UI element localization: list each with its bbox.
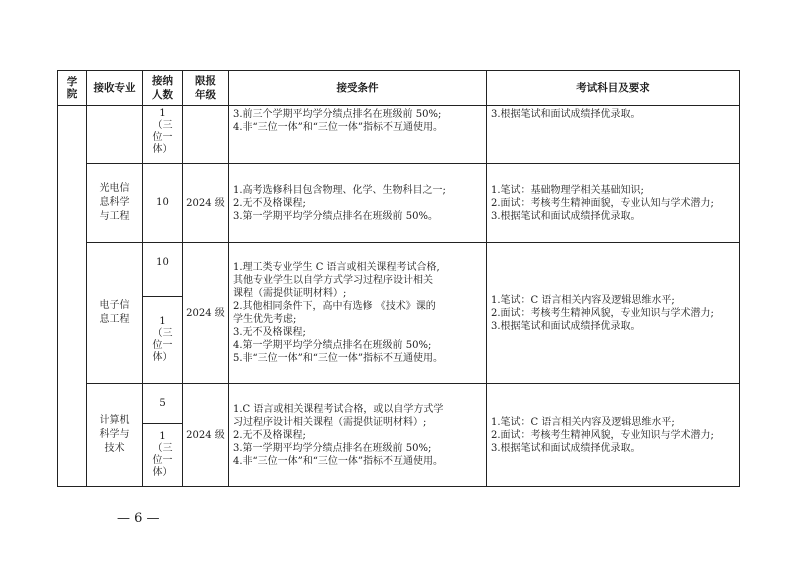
major-cell (87, 164, 143, 243)
table-row (58, 106, 740, 164)
condition-line: 5.非“三位一体”和“三位一体”指标不互通使用。 (233, 353, 443, 364)
major-line: 与工程 (99, 211, 130, 222)
condition-line: 2.其他相同条件下，高中有选修 《技术》课的 (233, 301, 436, 312)
exam-cell (487, 106, 740, 164)
condition-line: 3.无不及格课程; (233, 327, 306, 338)
quota-line: 位一 (152, 455, 173, 466)
condition-line: 课程（需提供证明材料）; (233, 288, 347, 299)
condition-line: 3.第一学期平均学分绩点排名在班级前 50%。 (233, 210, 438, 222)
major-cell (87, 384, 143, 487)
quota-line: 1 (159, 316, 166, 327)
header-conditions: 接受条件 (229, 71, 487, 106)
quota-cell (143, 424, 183, 487)
exam-line: 3.根据笔试和面试成绩择优录取。 (491, 442, 641, 454)
major-line: 息工程 (99, 314, 130, 325)
quota-line: 1 (159, 431, 166, 442)
header-exam: 考试科目及要求 (487, 71, 740, 106)
admission-table (57, 70, 740, 487)
exam-line: 2.面试：考核考生精神风貌，专业知识与学术潜力; (491, 307, 714, 319)
major-line: 电子信 (99, 300, 130, 311)
condition-line: 4.第一学期平均学分绩点排名在班级前 50%; (233, 340, 432, 351)
quota-line: 体） (152, 352, 173, 363)
grade-cell-empty (183, 106, 229, 164)
condition-line: 1.高考选修科目包含物理、化学、生物科目之一; (233, 184, 446, 196)
major-cell-empty (87, 106, 143, 164)
quota-line: 体） (152, 467, 173, 478)
condition-line: 1.C 语言或相关课程考试合格，或以自学方式学 (233, 403, 444, 415)
conditions-cell (229, 106, 487, 164)
exam-line: 3.根据笔试和面试成绩择优录取。 (491, 320, 641, 332)
exam-cell (487, 164, 740, 243)
quota-line: 体） (152, 144, 173, 155)
conditions-cell (229, 243, 487, 384)
exam-line: 1.笔试：C 语言相关内容及逻辑思维水平; (491, 416, 675, 428)
table-row (58, 164, 740, 243)
condition-line: 2.无不及格课程; (233, 429, 306, 441)
header-grade-text: 限报年级 (195, 75, 216, 101)
quota-cell (143, 297, 183, 384)
condition-line: 3.前三个学期平均学分绩点排名在班级前 50%; (233, 109, 442, 120)
major-line: 光电信 (99, 183, 130, 194)
quota-line: （三 (152, 120, 173, 131)
condition-line: 学生优先考虑; (233, 314, 297, 325)
exam-line: 1.笔试：基础物理学相关基础知识; (491, 184, 644, 196)
exam-cell (487, 243, 740, 384)
exam-line: 3.根据笔试和面试成绩择优录取。 (491, 210, 641, 222)
exam-line: 3.根据笔试和面试成绩择优录取。 (491, 109, 641, 120)
quota-cell (143, 106, 183, 164)
major-line: 科学与 (99, 429, 130, 440)
header-quota-text: 接纳人数 (152, 75, 173, 101)
quota-line: 位一 (152, 340, 173, 351)
condition-line: 4.非“三位一体”和“三位一体”指标不互通使用。 (233, 122, 443, 133)
table-row (58, 243, 740, 297)
quota-cell: 5 (143, 384, 183, 424)
header-grade (183, 71, 229, 106)
grade-cell: 2024 级 (183, 164, 229, 243)
condition-line: 4.非“三位一体”和“三位一体”指标不互通使用。 (233, 455, 443, 467)
header-quota (143, 71, 183, 106)
quota-line: 1 (159, 108, 166, 119)
condition-line: 其他专业学生以自学方式学习过程序设计相关 (233, 275, 433, 286)
major-line: 息科学 (99, 197, 130, 208)
major-line: 计算机 (99, 415, 130, 426)
quota-cell: 10 (143, 243, 183, 297)
condition-line: 习过程序设计相关课程（需提供证明材料）; (233, 416, 427, 428)
quota-line: （三 (152, 443, 173, 454)
grade-cell: 2024 级 (183, 243, 229, 384)
header-major-text: 接收专业 (93, 82, 136, 94)
conditions-cell (229, 164, 487, 243)
condition-line: 3.第一学期平均学分绩点排名在班级前 50%; (233, 442, 432, 454)
table-header-row (58, 71, 740, 106)
quota-line: （三 (152, 328, 173, 339)
college-cell (58, 106, 87, 487)
major-cell (87, 243, 143, 384)
header-major (87, 71, 143, 106)
exam-line: 1.笔试：C 语言相关内容及逻辑思维水平; (491, 294, 675, 306)
grade-cell: 2024 级 (183, 384, 229, 487)
condition-line: 2.无不及格课程; (233, 197, 306, 209)
header-college-text: 学院 (66, 76, 78, 100)
exam-line: 2.面试：考核考生精神面貌，专业认知与学术潜力; (491, 197, 714, 209)
header-college (58, 71, 87, 106)
page-number: — 6 — (117, 511, 160, 526)
conditions-cell (229, 384, 487, 487)
table-row (58, 384, 740, 424)
major-line: 技术 (104, 443, 125, 454)
exam-cell (487, 384, 740, 487)
quota-line: 位一 (152, 132, 173, 143)
quota-cell: 10 (143, 164, 183, 243)
condition-line: 1.理工类专业学生 C 语言或相关课程考试合格, (233, 262, 440, 273)
exam-line: 2.面试：考核考生精神风貌，专业知识与学术潜力; (491, 429, 714, 441)
